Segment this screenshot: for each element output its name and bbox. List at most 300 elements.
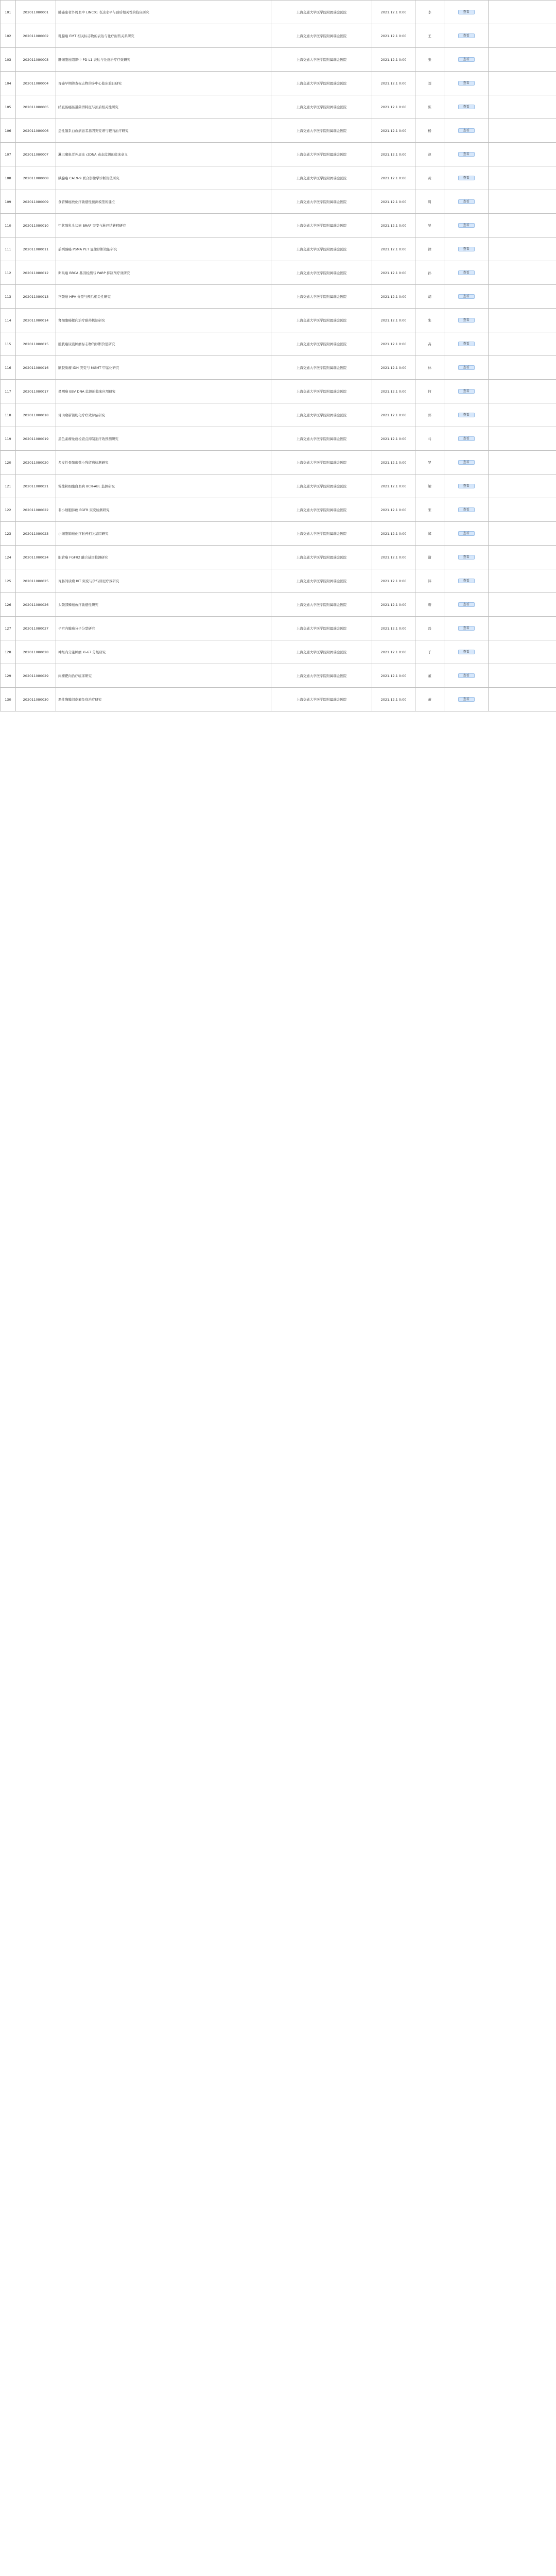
blank-cell [489, 451, 556, 474]
contact-person: 徐 [415, 238, 444, 261]
contact-person: 萧 [415, 688, 444, 711]
view-button[interactable]: 查看 [458, 436, 475, 441]
action-cell [444, 72, 489, 95]
row-number: 107 [1, 143, 16, 166]
submit-date: 2021.12.1 0:00 [372, 664, 415, 688]
view-button[interactable]: 查看 [458, 318, 475, 323]
view-button[interactable]: 查看 [458, 673, 475, 678]
table-row [1, 617, 556, 640]
project-title: 肾细胞癌靶向治疗耐药机制研究 [56, 309, 271, 332]
row-number: 114 [1, 309, 16, 332]
table-row [1, 332, 556, 356]
submit-date: 2021.12.1 0:00 [372, 332, 415, 356]
institution: 上海交通大学医学院附属瑞金医院 [271, 143, 372, 166]
contact-person: 宋 [415, 498, 444, 522]
institution: 上海交通大学医学院附属瑞金医院 [271, 285, 372, 309]
action-cell [444, 238, 489, 261]
action-cell [444, 48, 489, 72]
institution: 上海交通大学医学院附属瑞金医院 [271, 569, 372, 593]
project-title: 鼻咽癌 EBV DNA 监测的临床应用研究 [56, 380, 271, 403]
blank-cell [489, 569, 556, 593]
project-title: 神经内分泌肿瘤 Ki-67 分级研究 [56, 640, 271, 664]
view-button[interactable]: 查看 [458, 602, 475, 607]
row-number: 105 [1, 95, 16, 119]
action-cell [444, 95, 489, 119]
view-button[interactable]: 查看 [458, 342, 475, 346]
institution: 上海交通大学医学院附属瑞金医院 [271, 380, 372, 403]
project-title: 宫颈癌 HPV 分型与预后相关性研究 [56, 285, 271, 309]
submit-date: 2021.12.1 0:00 [372, 640, 415, 664]
table-row [1, 522, 556, 546]
view-button[interactable]: 查看 [458, 697, 475, 702]
row-number: 112 [1, 261, 16, 285]
contact-person: 唐 [415, 593, 444, 617]
action-cell [444, 143, 489, 166]
project-id: 202011080010 [16, 214, 56, 238]
project-id: 202011080013 [16, 285, 56, 309]
table-row [1, 664, 556, 688]
contact-person: 赵 [415, 143, 444, 166]
row-number: 111 [1, 238, 16, 261]
blank-cell [489, 24, 556, 48]
project-id: 202011080016 [16, 356, 56, 380]
view-button[interactable]: 查看 [458, 128, 475, 133]
action-cell [444, 427, 489, 451]
action-cell [444, 640, 489, 664]
submit-date: 2021.12.1 0:00 [372, 285, 415, 309]
row-number: 110 [1, 214, 16, 238]
action-cell [444, 593, 489, 617]
contact-person: 王 [415, 24, 444, 48]
row-number: 122 [1, 498, 16, 522]
institution: 上海交通大学医学院附属瑞金医院 [271, 309, 372, 332]
action-cell [444, 332, 489, 356]
institution: 上海交通大学医学院附属瑞金医院 [271, 356, 372, 380]
table-row [1, 72, 556, 95]
contact-person: 于 [415, 640, 444, 664]
table-row [1, 593, 556, 617]
project-id: 202011080008 [16, 166, 56, 190]
table-row [1, 474, 556, 498]
contact-person: 刘 [415, 72, 444, 95]
table-row [1, 546, 556, 569]
view-button[interactable]: 查看 [458, 247, 475, 251]
project-title: 肝细胞癌组织中 PD-L1 表达与免疫治疗疗效研究 [56, 48, 271, 72]
row-number: 124 [1, 546, 16, 569]
project-title: 食管鳞癌放化疗敏感性预测模型的建立 [56, 190, 271, 214]
institution: 上海交通大学医学院附属瑞金医院 [271, 238, 372, 261]
submit-date: 2021.12.1 0:00 [372, 95, 415, 119]
registry-table [0, 0, 556, 711]
project-id: 202011080017 [16, 380, 56, 403]
view-button[interactable]: 查看 [458, 460, 475, 465]
blank-cell [489, 688, 556, 711]
submit-date: 2021.12.1 0:00 [372, 451, 415, 474]
institution: 上海交通大学医学院附属瑞金医院 [271, 664, 372, 688]
contact-person: 杨 [415, 119, 444, 143]
submit-date: 2021.12.1 0:00 [372, 522, 415, 546]
contact-person: 胡 [415, 285, 444, 309]
project-title: 慢性粒细胞白血病 BCR-ABL 监测研究 [56, 474, 271, 498]
institution: 上海交通大学医学院附属瑞金医院 [271, 403, 372, 427]
project-title: 胰腺癌 CA19-9 联合影像学诊断价值研究 [56, 166, 271, 190]
blank-cell [489, 403, 556, 427]
table-row [1, 356, 556, 380]
row-number: 117 [1, 380, 16, 403]
row-number: 102 [1, 24, 16, 48]
blank-cell [489, 309, 556, 332]
submit-date: 2021.12.1 0:00 [372, 617, 415, 640]
table-row [1, 688, 556, 711]
contact-person: 郑 [415, 522, 444, 546]
row-number: 118 [1, 403, 16, 427]
view-button[interactable]: 查看 [458, 57, 475, 62]
project-id: 202011080028 [16, 640, 56, 664]
view-button[interactable]: 查看 [458, 579, 475, 583]
submit-date: 2021.12.1 0:00 [372, 688, 415, 711]
table-row [1, 119, 556, 143]
institution: 上海交通大学医学院附属瑞金医院 [271, 688, 372, 711]
view-button[interactable]: 查看 [458, 81, 475, 86]
row-number: 129 [1, 664, 16, 688]
table-row [1, 214, 556, 238]
view-button[interactable]: 查看 [458, 223, 475, 228]
submit-date: 2021.12.1 0:00 [372, 380, 415, 403]
project-title: 结直肠癌肠道菌群特征与预后相关性研究 [56, 95, 271, 119]
blank-cell [489, 380, 556, 403]
contact-person: 黄 [415, 166, 444, 190]
project-title: 肺癌患者外周血中 LINC01 表达水平与预后相关性的临床研究 [56, 1, 271, 24]
view-button[interactable]: 查看 [458, 365, 475, 370]
blank-cell [489, 427, 556, 451]
project-title: 膀胱癌尿液肿瘤标志物的诊断价值研究 [56, 332, 271, 356]
action-cell [444, 356, 489, 380]
table-row [1, 498, 556, 522]
institution: 上海交通大学医学院附属瑞金医院 [271, 166, 372, 190]
table-row [1, 190, 556, 214]
project-title: 非小细胞肺癌 EGFR 突变检测研究 [56, 498, 271, 522]
project-id: 202011080004 [16, 72, 56, 95]
row-number: 127 [1, 617, 16, 640]
project-id: 202011080006 [16, 119, 56, 143]
view-button[interactable]: 查看 [458, 270, 475, 275]
blank-cell [489, 143, 556, 166]
contact-person: 张 [415, 48, 444, 72]
project-title: 急性髓系白血病患者基因突变谱与靶向治疗研究 [56, 119, 271, 143]
project-id: 202011080021 [16, 474, 56, 498]
project-id: 202011080007 [16, 143, 56, 166]
institution: 上海交通大学医学院附属瑞金医院 [271, 427, 372, 451]
action-cell [444, 522, 489, 546]
action-cell [444, 190, 489, 214]
submit-date: 2021.12.1 0:00 [372, 498, 415, 522]
action-cell [444, 309, 489, 332]
submit-date: 2021.12.1 0:00 [372, 48, 415, 72]
blank-cell [489, 593, 556, 617]
blank-cell [489, 285, 556, 309]
institution: 上海交通大学医学院附属瑞金医院 [271, 640, 372, 664]
table-row [1, 309, 556, 332]
table-row [1, 143, 556, 166]
institution: 上海交通大学医学院附属瑞金医院 [271, 190, 372, 214]
action-cell [444, 214, 489, 238]
table-row [1, 427, 556, 451]
project-title: 恶性胸膜间皮瘤免疫治疗研究 [56, 688, 271, 711]
row-number: 119 [1, 427, 16, 451]
blank-cell [489, 261, 556, 285]
institution: 上海交通大学医学院附属瑞金医院 [271, 72, 372, 95]
table-row [1, 238, 556, 261]
table-row [1, 640, 556, 664]
blank-cell [489, 48, 556, 72]
project-title: 小细胞肺癌化疗耐药相关基因研究 [56, 522, 271, 546]
action-cell [444, 546, 489, 569]
institution: 上海交通大学医学院附属瑞金医院 [271, 1, 372, 24]
project-id: 202011080022 [16, 498, 56, 522]
project-id: 202011080014 [16, 309, 56, 332]
submit-date: 2021.12.1 0:00 [372, 403, 415, 427]
contact-person: 孙 [415, 261, 444, 285]
row-number: 103 [1, 48, 16, 72]
institution: 上海交通大学医学院附属瑞金医院 [271, 498, 372, 522]
action-cell [444, 285, 489, 309]
view-button[interactable]: 查看 [458, 626, 475, 631]
project-id: 202011080025 [16, 569, 56, 593]
submit-date: 2021.12.1 0:00 [372, 569, 415, 593]
table-row [1, 569, 556, 593]
view-button[interactable]: 查看 [458, 33, 475, 38]
submit-date: 2021.12.1 0:00 [372, 143, 415, 166]
submit-date: 2021.12.1 0:00 [372, 593, 415, 617]
row-number: 115 [1, 332, 16, 356]
view-button[interactable]: 查看 [458, 650, 475, 654]
project-title: 黑色素瘤免疫检查点抑制剂疗效预测研究 [56, 427, 271, 451]
submit-date: 2021.12.1 0:00 [372, 427, 415, 451]
institution: 上海交通大学医学院附属瑞金医院 [271, 214, 372, 238]
submit-date: 2021.12.1 0:00 [372, 24, 415, 48]
project-title: 前列腺癌 PSMA PET 显像诊断效能研究 [56, 238, 271, 261]
project-id: 202011080002 [16, 24, 56, 48]
table-body [1, 1, 556, 711]
project-id: 202011080003 [16, 48, 56, 72]
project-title: 多发性骨髓瘤微小残留病检测研究 [56, 451, 271, 474]
submit-date: 2021.12.1 0:00 [372, 261, 415, 285]
project-id: 202011080009 [16, 190, 56, 214]
institution: 上海交通大学医学院附属瑞金医院 [271, 593, 372, 617]
blank-cell [489, 332, 556, 356]
institution: 上海交通大学医学院附属瑞金医院 [271, 48, 372, 72]
contact-person: 韩 [415, 569, 444, 593]
action-cell [444, 498, 489, 522]
submit-date: 2021.12.1 0:00 [372, 309, 415, 332]
institution: 上海交通大学医学院附属瑞金医院 [271, 332, 372, 356]
project-title: 乳腺癌 EMT 相关标志物的表达与化疗耐药关系研究 [56, 24, 271, 48]
view-button[interactable]: 查看 [458, 484, 475, 488]
project-title: 胆管癌 FGFR2 融合基因检测研究 [56, 546, 271, 569]
contact-person: 林 [415, 356, 444, 380]
project-id: 202011080005 [16, 95, 56, 119]
row-number: 116 [1, 356, 16, 380]
view-button[interactable]: 查看 [458, 413, 475, 417]
blank-cell [489, 95, 556, 119]
table-row [1, 403, 556, 427]
action-cell [444, 451, 489, 474]
blank-cell [489, 356, 556, 380]
blank-cell [489, 546, 556, 569]
row-number: 108 [1, 166, 16, 190]
submit-date: 2021.12.1 0:00 [372, 1, 415, 24]
project-id: 202011080012 [16, 261, 56, 285]
submit-date: 2021.12.1 0:00 [372, 474, 415, 498]
project-title: 胃癌早期筛查标志物的多中心临床验证研究 [56, 72, 271, 95]
project-id: 202011080001 [16, 1, 56, 24]
institution: 上海交通大学医学院附属瑞金医院 [271, 617, 372, 640]
institution: 上海交通大学医学院附属瑞金医院 [271, 95, 372, 119]
view-button[interactable]: 查看 [458, 507, 475, 512]
blank-cell [489, 119, 556, 143]
contact-person: 梁 [415, 474, 444, 498]
project-id: 202011080029 [16, 664, 56, 688]
contact-person: 谢 [415, 546, 444, 569]
blank-cell [489, 214, 556, 238]
action-cell [444, 474, 489, 498]
contact-person: 马 [415, 427, 444, 451]
institution: 上海交通大学医学院附属瑞金医院 [271, 522, 372, 546]
action-cell [444, 569, 489, 593]
project-id: 202011080018 [16, 403, 56, 427]
row-number: 123 [1, 522, 16, 546]
row-number: 126 [1, 593, 16, 617]
blank-cell [489, 522, 556, 546]
table-row [1, 24, 556, 48]
table-row [1, 285, 556, 309]
contact-person: 郭 [415, 403, 444, 427]
project-id: 202011080024 [16, 546, 56, 569]
action-cell [444, 688, 489, 711]
project-id: 202011080019 [16, 427, 56, 451]
blank-cell [489, 640, 556, 664]
table-row [1, 166, 556, 190]
submit-date: 2021.12.1 0:00 [372, 190, 415, 214]
blank-cell [489, 664, 556, 688]
project-id: 202011080011 [16, 238, 56, 261]
blank-cell [489, 190, 556, 214]
institution: 上海交通大学医学院附属瑞金医院 [271, 451, 372, 474]
table-row [1, 95, 556, 119]
row-number: 121 [1, 474, 16, 498]
table-row [1, 261, 556, 285]
project-title: 头颈部鳞癌放疗敏感性研究 [56, 593, 271, 617]
view-button[interactable]: 查看 [458, 199, 475, 204]
contact-person: 冯 [415, 617, 444, 640]
view-button[interactable]: 查看 [458, 531, 475, 536]
row-number: 130 [1, 688, 16, 711]
blank-cell [489, 498, 556, 522]
blank-cell [489, 617, 556, 640]
project-title: 淋巴瘤患者外周血 ctDNA 动态监测的临床意义 [56, 143, 271, 166]
view-button[interactable]: 查看 [458, 176, 475, 180]
contact-person: 周 [415, 190, 444, 214]
institution: 上海交通大学医学院附属瑞金医院 [271, 546, 372, 569]
table-row [1, 48, 556, 72]
view-button[interactable]: 查看 [458, 555, 475, 560]
action-cell [444, 261, 489, 285]
row-number: 106 [1, 119, 16, 143]
row-number: 120 [1, 451, 16, 474]
contact-person: 何 [415, 380, 444, 403]
project-title: 子宫内膜癌分子分型研究 [56, 617, 271, 640]
submit-date: 2021.12.1 0:00 [372, 72, 415, 95]
project-title: 肉瘤靶向治疗临床研究 [56, 664, 271, 688]
contact-person: 朱 [415, 309, 444, 332]
project-title: 骨肉瘤新辅助化疗疗效评估研究 [56, 403, 271, 427]
blank-cell [489, 238, 556, 261]
project-id: 202011080030 [16, 688, 56, 711]
contact-person: 罗 [415, 451, 444, 474]
action-cell [444, 119, 489, 143]
project-id: 202011080015 [16, 332, 56, 356]
action-cell [444, 617, 489, 640]
action-cell [444, 1, 489, 24]
submit-date: 2021.12.1 0:00 [372, 238, 415, 261]
row-number: 101 [1, 1, 16, 24]
institution: 上海交通大学医学院附属瑞金医院 [271, 261, 372, 285]
view-button[interactable]: 查看 [458, 294, 475, 299]
project-title: 卵巢癌 BRCA 基因检测与 PARP 抑制剂疗效研究 [56, 261, 271, 285]
view-button[interactable]: 查看 [458, 152, 475, 157]
row-number: 104 [1, 72, 16, 95]
view-button[interactable]: 查看 [458, 105, 475, 109]
institution: 上海交通大学医学院附属瑞金医院 [271, 119, 372, 143]
project-title: 甲状腺乳头状癌 BRAF 突变与淋巴结转移研究 [56, 214, 271, 238]
project-id: 202011080023 [16, 522, 56, 546]
submit-date: 2021.12.1 0:00 [372, 546, 415, 569]
row-number: 125 [1, 569, 16, 593]
action-cell [444, 24, 489, 48]
row-number: 113 [1, 285, 16, 309]
action-cell [444, 166, 489, 190]
action-cell [444, 403, 489, 427]
view-button[interactable]: 查看 [458, 389, 475, 394]
contact-person: 李 [415, 1, 444, 24]
project-title: 胃肠间质瘤 KIT 突变与伊马替尼疗效研究 [56, 569, 271, 593]
contact-person: 董 [415, 664, 444, 688]
blank-cell [489, 72, 556, 95]
action-cell [444, 664, 489, 688]
submit-date: 2021.12.1 0:00 [372, 166, 415, 190]
blank-cell [489, 166, 556, 190]
table-row [1, 1, 556, 24]
institution: 上海交通大学医学院附属瑞金医院 [271, 24, 372, 48]
project-id: 202011080027 [16, 617, 56, 640]
project-id: 202011080026 [16, 593, 56, 617]
project-title: 脑胶质瘤 IDH 突变与 MGMT 甲基化研究 [56, 356, 271, 380]
contact-person: 高 [415, 332, 444, 356]
row-number: 128 [1, 640, 16, 664]
contact-person: 陈 [415, 95, 444, 119]
contact-person: 吴 [415, 214, 444, 238]
view-button[interactable]: 查看 [458, 10, 475, 14]
institution: 上海交通大学医学院附属瑞金医院 [271, 474, 372, 498]
blank-cell [489, 1, 556, 24]
blank-cell [489, 474, 556, 498]
submit-date: 2021.12.1 0:00 [372, 119, 415, 143]
row-number: 109 [1, 190, 16, 214]
submit-date: 2021.12.1 0:00 [372, 214, 415, 238]
action-cell [444, 380, 489, 403]
project-id: 202011080020 [16, 451, 56, 474]
submit-date: 2021.12.1 0:00 [372, 356, 415, 380]
